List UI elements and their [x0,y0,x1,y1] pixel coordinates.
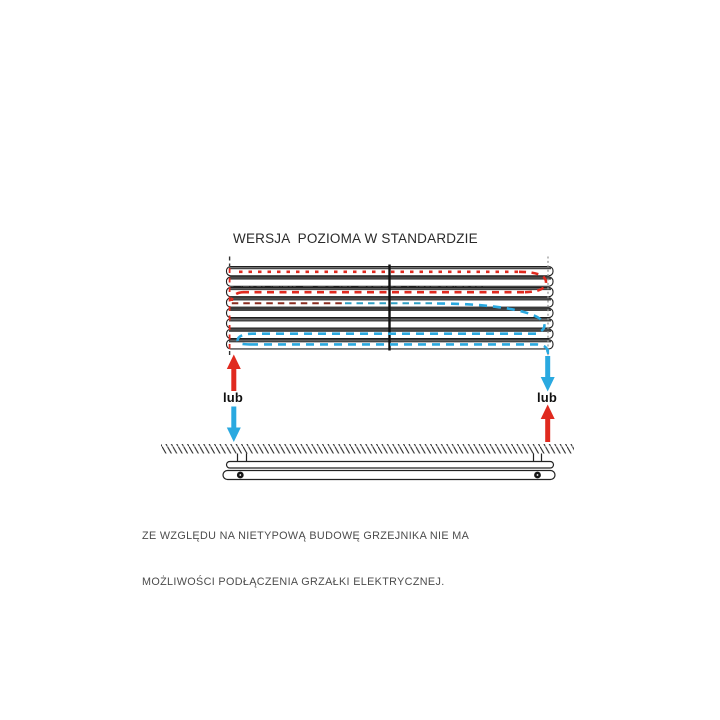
pipe-upper [227,462,554,469]
right-pipe-stub [534,454,542,462]
return-arrow-down-left [227,407,241,443]
or-label-left: lub [222,390,244,405]
supply-arrow-up-left [227,355,241,392]
radiator-body [227,265,554,351]
diagram-title-line1: WERSJA POZIOMA W STANDARDZIE [233,230,478,246]
diagram-note [142,499,469,621]
diagram-note-line1: ZE WZGLĘDU NA NIETYPOWĄ BUDOWĘ GRZEJNIKA NIE MA [142,530,470,543]
diagram-note-line2: MOŻLIWOŚCI PODŁĄCZENIA GRZAŁKI ELEKTRYCZNEJ. [142,576,445,589]
floor-hatch [161,444,574,454]
underfloor-piping [223,454,555,480]
return-arrow-down-right [541,356,555,392]
pipe-lower [223,471,555,480]
supply-arrow-up-right [541,405,555,443]
or-label-right: lub [536,390,558,405]
left-pipe-stub [238,454,247,462]
